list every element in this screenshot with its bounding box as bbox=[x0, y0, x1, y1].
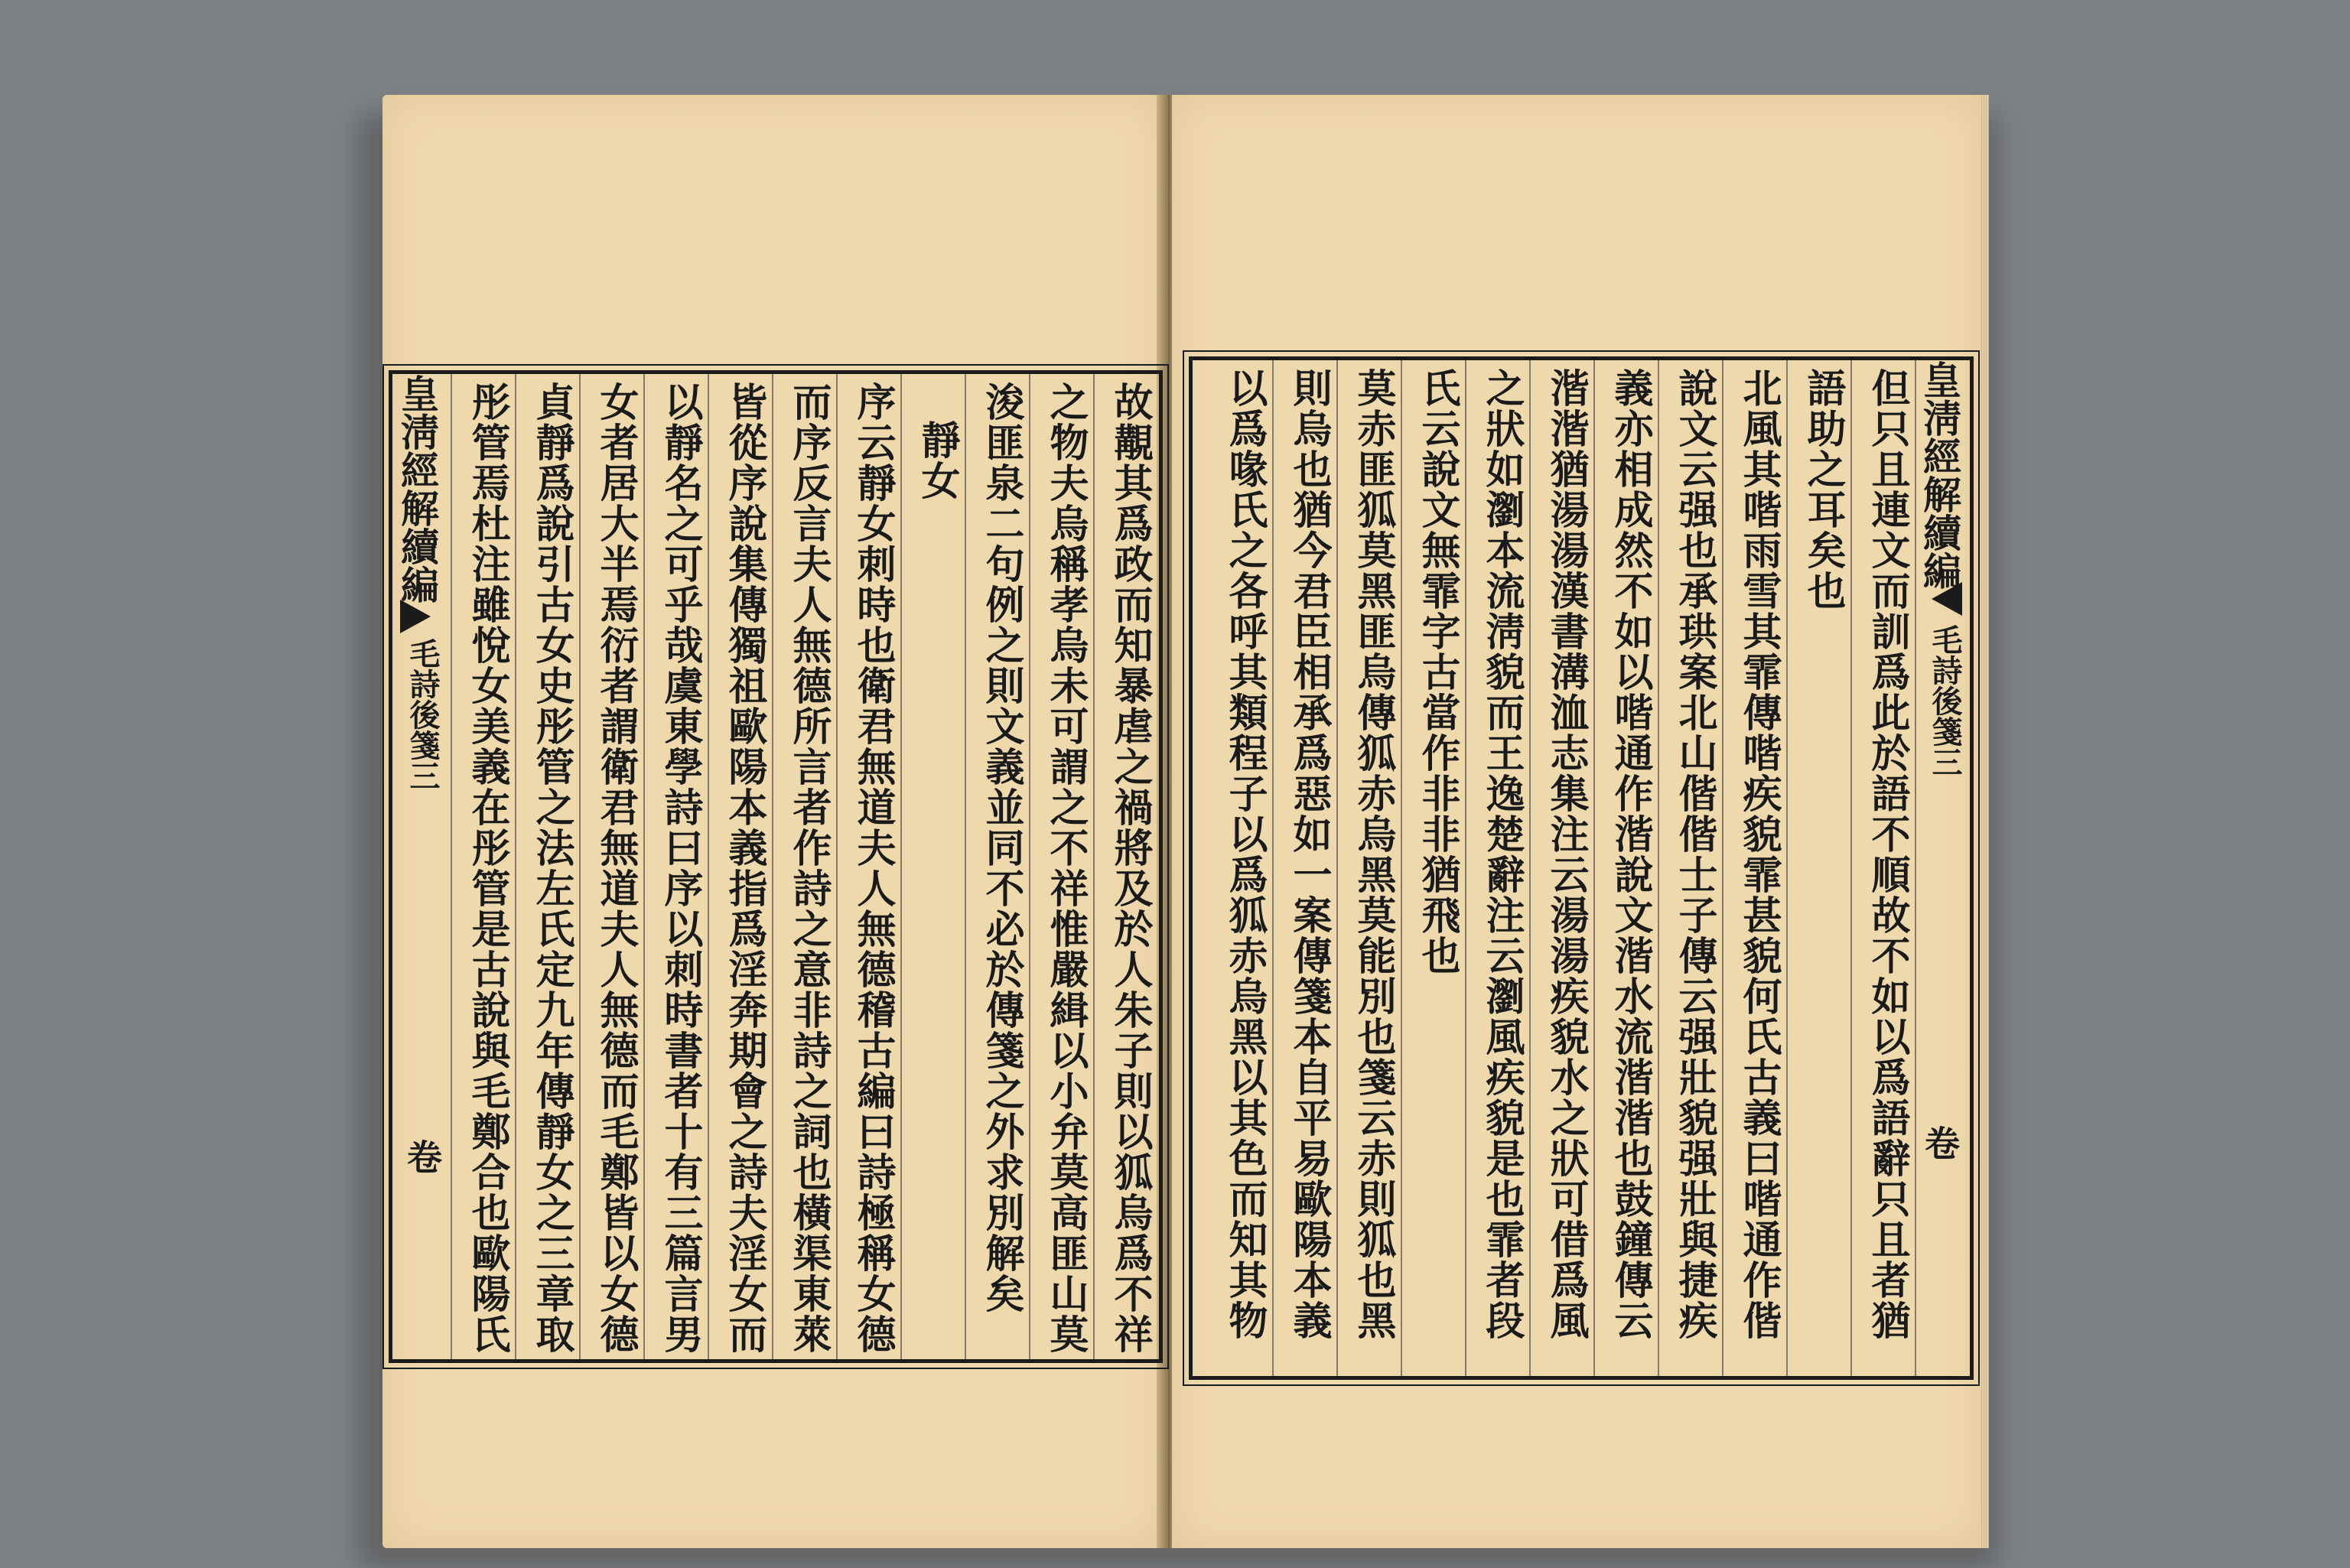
column-rule bbox=[708, 374, 709, 1359]
text-column: 女者居大半焉衍者謂衛君無道夫人無德而毛鄭皆以女德 bbox=[593, 382, 639, 1355]
text-column: 以靜名之可乎哉虞東學詩曰序以刺時書者十有三篇言男 bbox=[657, 382, 703, 1355]
text-column: 彤管焉杜注雖悅女美義在彤管是古說與毛鄭合也歐陽氏 bbox=[464, 382, 510, 1355]
text-column: 湝湝猶湯湯漢書溝洫志集注云湯湯疾貌水之狀可借爲風 bbox=[1543, 368, 1589, 1341]
column-rule bbox=[1786, 360, 1788, 1376]
text-column: 語助之耳矣也 bbox=[1800, 368, 1846, 611]
column-rule bbox=[1029, 374, 1030, 1359]
column-rule bbox=[836, 374, 838, 1359]
margin-chapter: 毛詩後箋三 bbox=[405, 638, 441, 791]
right-text-frame bbox=[1189, 356, 1974, 1380]
text-column: 之物夫烏稱孝烏未可謂之不祥惟嚴緝以小弁莫高匪山莫 bbox=[1043, 382, 1089, 1355]
column-rule bbox=[900, 374, 902, 1359]
text-column: 北風其喈雨雪其霏傳喈疾貌霏甚貌何氏古義曰喈通作偕 bbox=[1736, 368, 1782, 1341]
column-rule bbox=[1401, 360, 1402, 1376]
column-rule bbox=[1529, 360, 1531, 1376]
text-column: 貞靜爲說引古女史彤管之法左氏定九年傳靜女之三章取 bbox=[529, 382, 574, 1355]
margin-title: 皇淸經解續編 bbox=[1917, 360, 1962, 590]
left-text-frame bbox=[389, 370, 1163, 1363]
column-rule bbox=[1465, 360, 1466, 1376]
column-rule bbox=[451, 374, 452, 1359]
column-rule bbox=[1336, 360, 1338, 1376]
margin-title: 皇淸經解續編 bbox=[395, 374, 440, 603]
text-column: 而序反言夫人無德所言者作詩之意非詩之詞也橫渠東萊 bbox=[786, 382, 832, 1355]
page-number: 卷 bbox=[1919, 1125, 1961, 1160]
text-column: 莫赤匪狐莫黑匪烏傳狐赤烏黑莫能別也箋云赤則狐也黑 bbox=[1350, 368, 1396, 1341]
column-rule bbox=[579, 374, 581, 1359]
text-column: 以爲喙氏之各呼其類程子以爲狐赤烏黑以其色而知其物 bbox=[1222, 368, 1268, 1341]
page-number: 卷 bbox=[402, 1139, 443, 1174]
section-heading: 靜女 bbox=[914, 420, 960, 501]
text-column: 說文云强也承珙案北山偕偕士子傳云强壯貌强壯與捷疾 bbox=[1671, 368, 1717, 1341]
text-column: 義亦相成然不如以喈通作湝說文湝水流湝湝也鼓鐘傳云 bbox=[1607, 368, 1653, 1341]
text-column: 序云靜女刺時也衛君無道夫人無德稽古編曰詩極稱女德 bbox=[850, 382, 896, 1355]
column-rule bbox=[643, 374, 645, 1359]
text-column: 但只且連文而訓爲此於語不順故不如以爲語辭只且者猶 bbox=[1864, 368, 1910, 1341]
fish-tail-mark bbox=[1932, 582, 1962, 616]
margin-chapter: 毛詩後箋三 bbox=[1927, 624, 1963, 777]
column-rule bbox=[1093, 374, 1095, 1359]
column-rule bbox=[1915, 360, 1916, 1376]
text-column: 則烏也猶今君臣相承爲惡如一案傳箋本自平易歐陽本義 bbox=[1286, 368, 1332, 1341]
column-rule bbox=[965, 374, 966, 1359]
column-rule bbox=[772, 374, 773, 1359]
column-rule bbox=[1850, 360, 1852, 1376]
column-rule bbox=[1593, 360, 1595, 1376]
column-rule bbox=[1722, 360, 1723, 1376]
text-column: 氏云說文無霏字古當作非非猶飛也 bbox=[1414, 368, 1460, 976]
text-column: 之狀如瀏本流淸貌而王逸楚辭注云瀏風疾貌是也霏者段 bbox=[1479, 368, 1525, 1341]
fish-tail-mark bbox=[400, 600, 431, 633]
column-rule bbox=[1658, 360, 1659, 1376]
text-column: 皆從序說集傳獨祖歐陽本義指爲淫奔期會之詩夫淫女而 bbox=[721, 382, 767, 1355]
column-rule bbox=[1272, 360, 1274, 1376]
page-edge bbox=[1980, 95, 1989, 1548]
column-rule bbox=[515, 374, 516, 1359]
text-column: 浚匪泉二句例之則文義並同不必於傳箋之外求別解矣 bbox=[978, 382, 1024, 1314]
text-column: 故覯其爲政而知暴虐之禍將及於人朱子則以狐烏爲不祥 bbox=[1107, 382, 1153, 1355]
